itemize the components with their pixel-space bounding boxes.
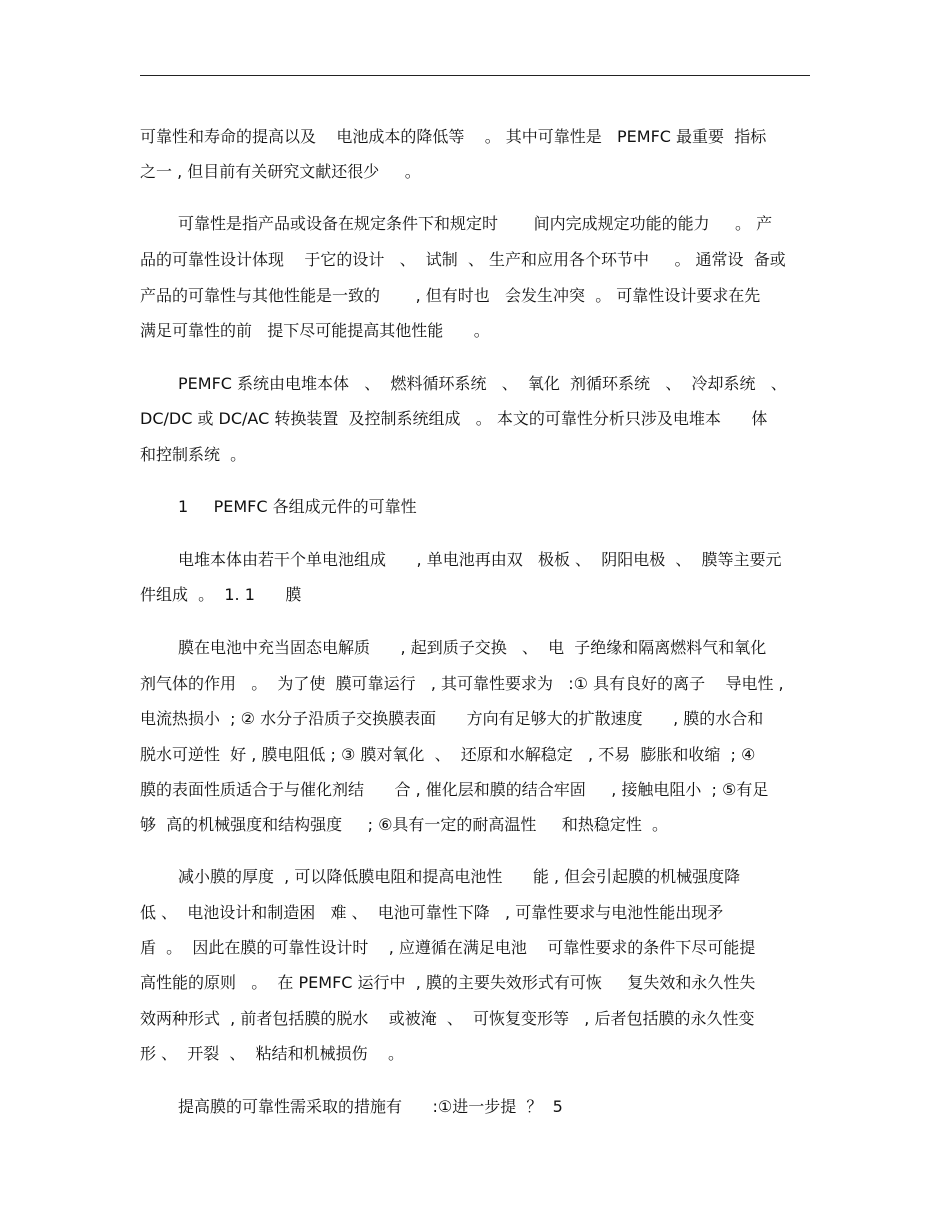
text-line: 剂气体的作用 。 为了使 膜可靠运行 , 其可靠性要求为 :① 具有良好的离子 导电性 , bbox=[140, 674, 784, 693]
text-line: DC/DC 或 DC/AC 转换装置 及控制系统组成 。 本文的可靠性分析只涉及电堆本 体 bbox=[140, 409, 768, 428]
text-line: 膜的表面性质适合于与催化剂结 合 , 催化层和膜的结合牢固 , 接触电阻小 ; ⑤有足 bbox=[140, 780, 769, 799]
text-line: 高性能的原则 。 在 PEMFC 运行中 , 膜的主要失效形式有可恢 复失效和永久性失 bbox=[140, 973, 756, 992]
text-line: 效两种形式 , 前者包括膜的脱水 或被淹 、 可恢复变形等 , 后者包括膜的永久性变 bbox=[140, 1009, 755, 1028]
text-line: 之一 , 但目前有关研究文献还很少 。 bbox=[140, 162, 421, 181]
text-line: 电流热损小 ; ② 水分子沿质子交换膜表面 方向有足够大的扩散速度 , 膜的水合和 bbox=[140, 709, 764, 728]
text-line: 够 高的机械强度和结构强度 ; ⑥具有一定的耐高温性 和热稳定性 。 bbox=[140, 815, 669, 834]
text-line: 低 、 电池设计和制造困 难 、 电池可靠性下降 , 可靠性要求与电池性能出现矛 bbox=[140, 903, 724, 922]
text-line: 提高膜的可靠性需采取的措施有 :①进一步提 ？ 5 bbox=[178, 1097, 563, 1116]
text-line: 产品的可靠性与其他性能是一致的 , 但有时也 会发生冲突 。 可靠性设计要求在先 bbox=[140, 286, 761, 305]
text-line: 脱水可逆性 好 , 膜电阻低 ; ③ 膜对氧化 、 还原和水解稳定 , 不易 膨胀和收缩 ; ④ bbox=[140, 745, 756, 764]
text-line: 减小膜的厚度 , 可以降低膜电阻和提高电池性 能 , 但会引起膜的机械强度降 bbox=[178, 867, 741, 886]
text-line: 盾 。 因此在膜的可靠性设计时 , 应遵循在满足电池 可靠性要求的条件下尽可能提 bbox=[140, 938, 756, 957]
text-line: 可靠性和寿命的提高以及 电池成本的降低等 。 其中可靠性是 PEMFC 最重要 指标 bbox=[140, 127, 767, 146]
text-line: 可靠性是指产品或设备在规定条件下和规定时 间内完成规定功能的能力 。 产 bbox=[178, 214, 773, 233]
text-line: 电堆本体由若干个单电池组成 , 单电池再由双 极板 、 阴阳电极 、 膜等主要元 bbox=[178, 550, 782, 569]
text-line: 满足可靠性的前 提下尽可能提高其他性能 。 bbox=[140, 321, 490, 340]
text-line: 膜在电池中充当固态电解质 , 起到质子交换 、 电 子绝缘和隔离燃料气和氧化 bbox=[178, 638, 767, 657]
text-line: PEMFC 系统由电堆本体 、 燃料循环系统 、 氧化 剂循环系统 、 冷却系统 、 bbox=[178, 374, 787, 393]
text-line: 和控制系统 。 bbox=[140, 445, 247, 464]
header-rule bbox=[140, 75, 810, 76]
section-heading: 1 PEMFC 各组成元件的可靠性 bbox=[178, 497, 417, 516]
text-line: 件组成 。 1. 1 膜 bbox=[140, 585, 302, 604]
text-line: 形 、 开裂 、 粘结和机械损伤 。 bbox=[140, 1044, 404, 1063]
text-line: 品的可靠性设计体现 于它的设计 、 试制 、 生产和应用各个环节中 。 通常设 备或 bbox=[140, 250, 786, 269]
